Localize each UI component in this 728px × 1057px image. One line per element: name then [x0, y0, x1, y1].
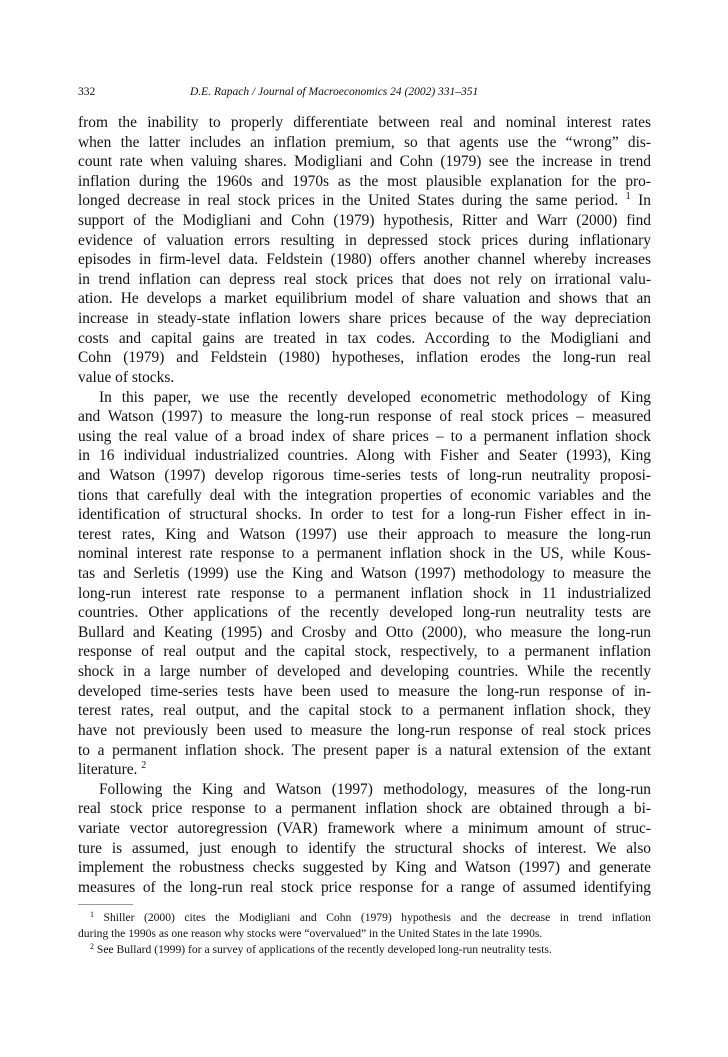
line-text: evidence of valuation errors resulting in depressed stock prices during inflationary [78, 231, 651, 249]
footnote-line [78, 926, 651, 942]
line-text: in trend inflation can depress real stock prices that does not rely on irrational valu- [78, 270, 651, 288]
line-text: longed decrease in real stock prices in the United States during the same period. [78, 192, 619, 210]
text-line [78, 878, 651, 898]
footnote-mark: 1 [90, 910, 94, 919]
text-line [78, 407, 651, 427]
line-text: when the latter includes an inflation premium, so that agents use the “wrong” dis- [78, 133, 651, 151]
line-text: tions that carefully deal with the integration properties of economic variables and the [78, 486, 651, 504]
text-line [78, 525, 651, 545]
text-line [78, 662, 651, 682]
text-line [78, 388, 651, 408]
footnotes [78, 910, 651, 958]
line-text: and Watson (1997) to measure the long-run response of real stock prices – measured [78, 408, 651, 426]
line-text: variate vector autoregression (VAR) framework where a minimum amount of struc- [78, 819, 651, 837]
line-text: In this paper, we use the recently developed econometric methodology of King [99, 388, 651, 406]
text-line [78, 603, 651, 623]
text-line [78, 270, 651, 290]
text-line [78, 741, 651, 761]
footnote-mark: 2 [90, 942, 94, 951]
line-text: from the inability to properly differentiate between real and nominal interest rates [78, 114, 651, 131]
text-line [78, 642, 651, 662]
text-line [78, 623, 651, 643]
line-text: to a permanent inflation shock. The present paper is a natural extension of the extant [78, 741, 651, 759]
text-line [78, 584, 651, 604]
running-header [78, 86, 651, 102]
text-line [78, 329, 651, 349]
text-line [78, 564, 651, 584]
line-text: costs and capital gains are treated in tax codes. According to the Modigliani and [78, 329, 651, 347]
line-text: Following the King and Watson (1997) methodology, measures of the long-run [99, 780, 651, 798]
line-text: terest rates, real output, and the capital stock to a permanent inflation shock, they [78, 702, 651, 720]
footnote-line [78, 942, 651, 958]
footnote-text: during the 1990s as one reason why stocks were “overvalued” in the United States in the late 1990s. [78, 927, 543, 940]
line-text: nominal interest rate response to a permanent inflation shock in the US, while Kous- [78, 545, 651, 563]
line-text: and Watson (1997) develop rigorous time-series tests of long-run neutrality proposi- [78, 466, 651, 484]
text-line [78, 486, 651, 506]
text-line [78, 211, 651, 231]
line-text: Bullard and Keating (1995) and Crosby and Otto (2000), who measure the long-run [78, 623, 651, 641]
line-text: shock in a large number of developed and developing countries. While the recently [78, 663, 651, 681]
line-text: real stock price response to a permanent inflation shock are obtained through a bi- [78, 800, 651, 818]
line-text: in 16 individual industrialized countries. Along with Fisher and Seater (1993), King [78, 447, 651, 465]
line-text: tas and Serletis (1999) use the King and Watson (1997) methodology to measure the [78, 565, 651, 583]
text-line [78, 682, 651, 702]
text-line [78, 152, 651, 172]
text-line [78, 544, 651, 564]
page-number: 332 [78, 86, 96, 98]
line-text: value of stocks. [78, 368, 175, 386]
line-text: implement the robustness checks suggested by King and Watson (1997) and generate [78, 859, 651, 877]
text-line [78, 505, 651, 525]
line-text: support of the Modigliani and Cohn (1979) hypothesis, Ritter and Warr (2000) find [78, 212, 651, 230]
text-line [78, 858, 651, 878]
text-line [78, 446, 651, 466]
line-text: ture is assumed, just enough to identify the structural shocks of interest. We also [78, 839, 651, 857]
text-line [78, 172, 651, 192]
text-line [78, 368, 651, 388]
text-line [78, 427, 651, 447]
line-text: episodes in firm-level data. Feldstein (1980) offers another channel whereby increases [78, 251, 651, 269]
line-text: ation. He develops a market equilibrium model of share valuation and shows that an [78, 290, 651, 308]
text-line [78, 191, 651, 211]
line-text: measures of the long-run real stock price response for a range of assumed identifying [78, 878, 651, 896]
text-line [78, 466, 651, 486]
footnote-ref: 1 [625, 191, 631, 203]
line-text: identification of structural shocks. In order to test for a long-run Fisher effect in in- [78, 506, 651, 524]
text-line [78, 760, 651, 780]
line-text: countries. Other applications of the recently developed long-run neutrality tests are [78, 604, 651, 622]
line-text: Cohn (1979) and Feldstein (1980) hypotheses, inflation erodes the long-run real [78, 349, 651, 367]
line-text: terest rates, King and Watson (1997) use their approach to measure the long-run [78, 525, 651, 543]
paragraph [78, 113, 651, 388]
footnote-line [78, 910, 651, 926]
paragraph [78, 388, 651, 780]
footnote-ref: 2 [141, 760, 147, 772]
text-line [78, 309, 651, 329]
text-line [78, 231, 651, 251]
line-text: In [638, 192, 651, 210]
text-line [78, 289, 651, 309]
text-line [78, 839, 651, 859]
footnote-text: Shiller (2000) cites the Modigliani and Cohn (1979) hypothesis and the decrease in trend inflation [103, 911, 651, 924]
text-line [78, 701, 651, 721]
text-line [78, 113, 651, 133]
text-line [78, 348, 651, 368]
text-line [78, 799, 651, 819]
text-line [78, 780, 651, 800]
text-line [78, 721, 651, 741]
text-line [78, 819, 651, 839]
footnote-text: See Bullard (1999) for a survey of applications of the recently developed long-run neutrality tests. [96, 943, 552, 956]
line-text: have not previously been used to measure the long-run response of real stock prices [78, 721, 651, 739]
text-line [78, 133, 651, 153]
body-text [78, 113, 651, 897]
footnote-rule [78, 904, 133, 905]
line-text: using the real value of a broad index of share prices – to a permanent inflation shock [78, 427, 651, 445]
text-line [78, 250, 651, 270]
paragraph [78, 780, 651, 898]
journal-citation: D.E. Rapach / Journal of Macroeconomics 24 (2002) 331–351 [190, 86, 479, 98]
line-text: response of real output and the capital stock, respectively, to a permanent inflation [78, 643, 651, 661]
line-text: literature. [78, 761, 138, 779]
line-text: developed time-series tests have been used to measure the long-run response of in- [78, 682, 651, 700]
line-text: long-run interest rate response to a permanent inflation shock in 11 industrialized [78, 584, 651, 602]
line-text: count rate when valuing shares. Modigliani and Cohn (1979) see the increase in trend [78, 153, 651, 171]
line-text: increase in steady-state inflation lowers share prices because of the way depreciation [78, 310, 651, 328]
line-text: inflation during the 1960s and 1970s as the most plausible explanation for the pro- [78, 172, 651, 190]
